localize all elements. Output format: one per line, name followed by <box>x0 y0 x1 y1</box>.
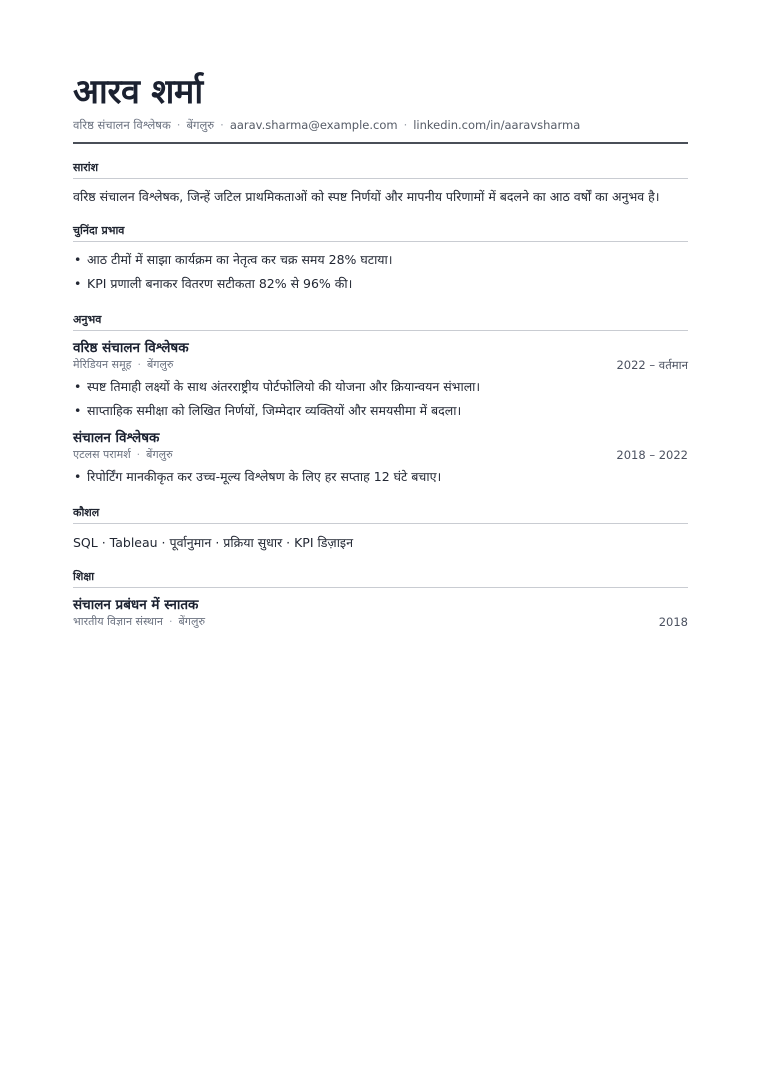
impact-item: • आठ टीमों में साझा कार्यक्रम का नेतृत्व कर चक्र समय 28% घटाया। <box>73 248 688 272</box>
institution-location: बेंगलुरु <box>178 615 206 628</box>
experience-heading: अनुभव <box>73 312 688 331</box>
contact-separator: · <box>220 118 224 132</box>
degree-title: संचालन प्रबंधन में स्नातक <box>73 597 199 613</box>
job-title: संचालन विश्लेषक <box>73 430 160 446</box>
job-meta <box>73 357 688 373</box>
impact-item: • KPI प्रणाली बनाकर वितरण सटीकता 82% से 96% की। <box>73 272 688 296</box>
job-company: एटलस परामर्श <box>73 448 131 461</box>
job-bullet: • रिपोर्टिंग मानकीकृत कर उच्च-मूल्य विश्लेषण के लिए हर सप्ताह 12 घंटे बचाए। <box>73 465 688 489</box>
summary-heading: सारांश <box>73 160 688 179</box>
education-meta <box>73 614 688 630</box>
summary-text: वरिष्ठ संचालन विश्लेषक, जिन्हें जटिल प्राथमिकताओं को स्पष्ट निर्णयों और मापनीय परिणामों में बदलने का आठ वर्षों का अनुभव है। <box>73 189 660 204</box>
impact-heading: चुनिंदा प्रभाव <box>73 223 688 242</box>
job-entry <box>73 339 688 423</box>
job-bullet: • साप्ताहिक समीक्षा को लिखित निर्णयों, जिम्मेदार व्यक्तियों और समयसीमा में बदला। <box>73 399 688 423</box>
header-divider <box>73 142 688 144</box>
meta-separator: · <box>136 448 141 461</box>
email-link[interactable]: aarav.sharma@example.com <box>229 118 398 132</box>
location: बेंगलुरु <box>186 118 215 132</box>
job-meta <box>73 447 688 463</box>
graduation-year: 2018 <box>658 615 688 629</box>
candidate-name: आरव शर्मा <box>73 72 203 112</box>
job-dates: 2022 – वर्तमान <box>616 358 688 372</box>
meta-separator: · <box>169 615 173 628</box>
job-title: वरिष्ठ संचालन विश्लेषक <box>73 340 189 356</box>
current-role: वरिष्ठ संचालन विश्लेषक <box>73 118 171 132</box>
meta-separator: · <box>137 358 141 371</box>
job-location: बेंगलुरु <box>147 358 174 371</box>
job-location: बेंगलुरु <box>146 448 173 461</box>
job-dates: 2018 – 2022 <box>616 448 688 462</box>
job-bullet: • स्पष्ट तिमाही लक्ष्यों के साथ अंतरराष्ट्रीय पोर्टफोलियो की योजना और क्रियान्वयन संभाला। <box>73 375 688 399</box>
institution-line <box>73 614 205 630</box>
job-company-line <box>73 447 173 463</box>
job-entry <box>73 429 688 489</box>
job-bullets <box>73 375 688 423</box>
job-company: मेरिडियन समूह <box>73 358 132 371</box>
contact-separator: · <box>403 118 408 132</box>
resume-content <box>73 72 688 630</box>
education-heading: शिक्षा <box>73 569 688 588</box>
impact-list <box>73 248 688 296</box>
job-company-line <box>73 357 174 373</box>
skills-heading: कौशल <box>73 505 688 524</box>
institution: भारतीय विज्ञान संस्थान <box>73 615 164 628</box>
contact-line <box>73 117 688 133</box>
contact-separator: · <box>176 118 181 132</box>
linkedin-link[interactable]: linkedin.com/in/aaravsharma <box>413 118 581 132</box>
education-entry <box>73 596 688 630</box>
job-bullets <box>73 465 688 489</box>
skills-text: SQL · Tableau · पूर्वानुमान · प्रक्रिया सुधार · KPI डिज़ाइन <box>73 535 354 550</box>
